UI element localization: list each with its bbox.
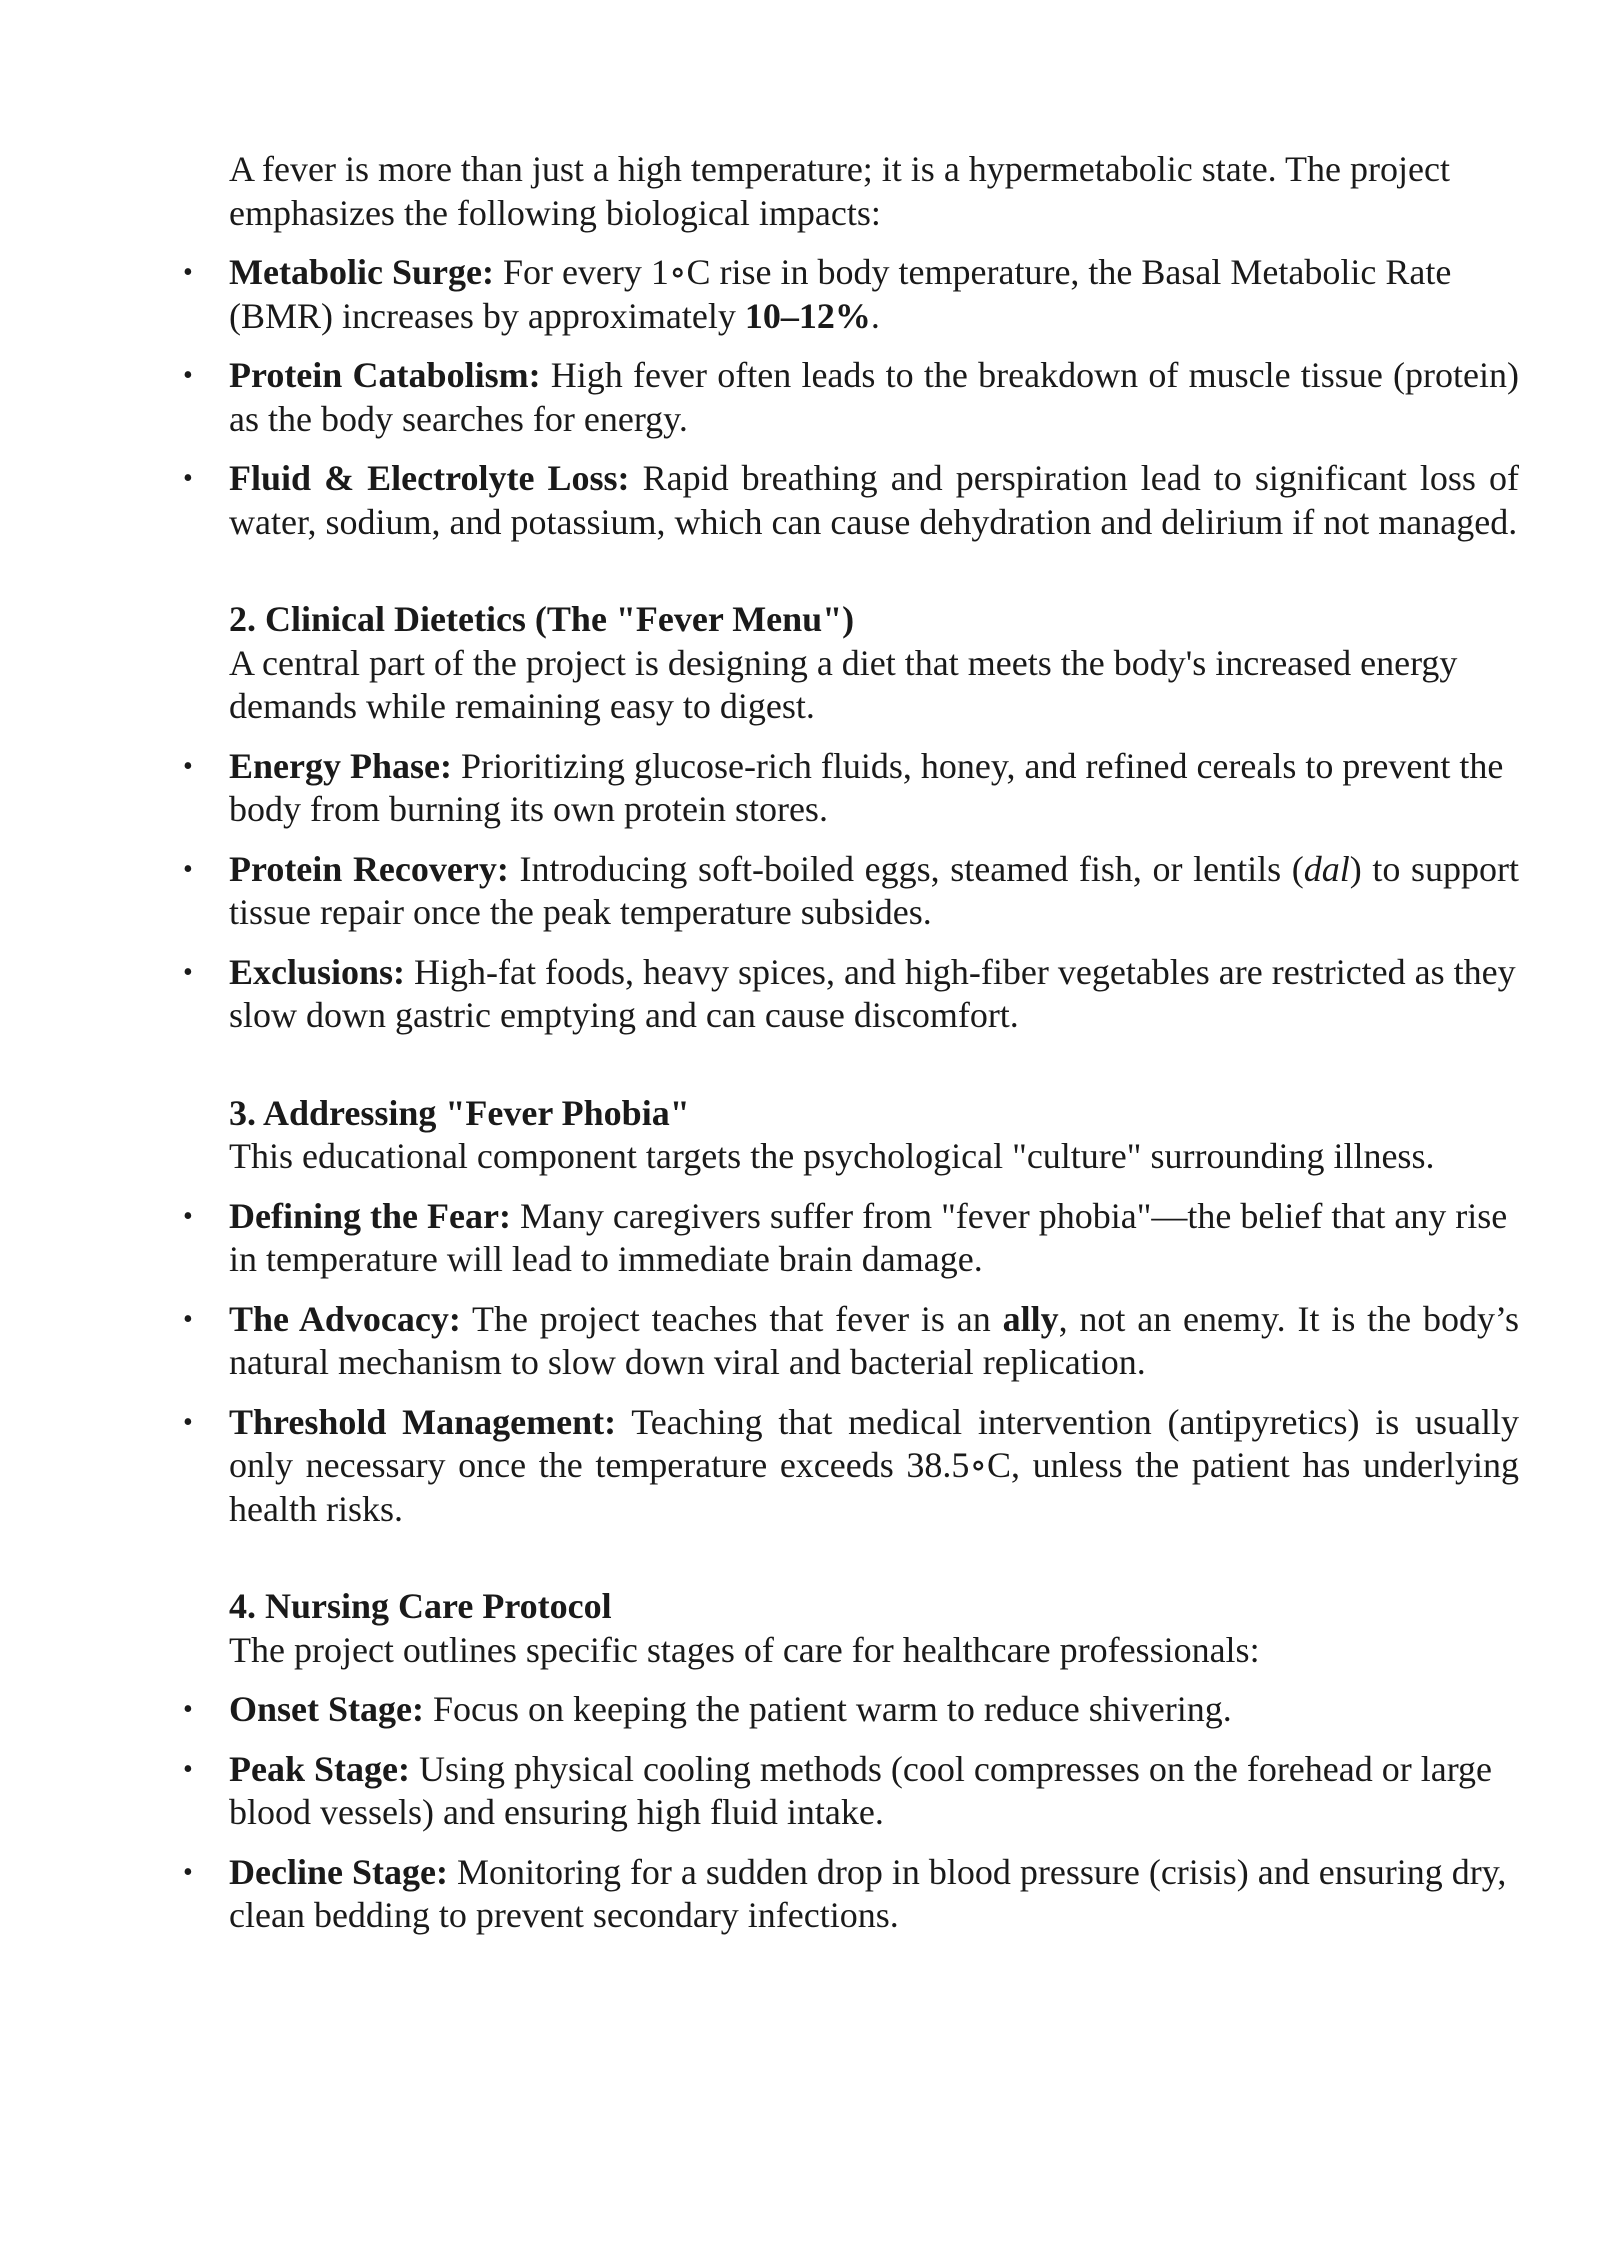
- item-text-end: ) to support tissue repair once the peak temperature subsides.: [229, 848, 1519, 932]
- list-item-defining-the-fear: [183, 1195, 1519, 1282]
- item-text: Monitoring for a sudden drop in blood pressure (crisis) and ensuring dry, clean bedding to prevent secondary infections.: [229, 1851, 1507, 1935]
- item-term: Defining the Fear:: [229, 1195, 511, 1236]
- bullet-icon: •: [183, 257, 193, 288]
- section3-heading: 3. Addressing "Fever Phobia": [229, 1092, 690, 1133]
- item-text: High fever often leads to the breakdown of muscle tissue (protein) as the body searches for energy.: [229, 355, 1519, 439]
- list-item-metabolic-surge: [183, 251, 1519, 338]
- item-term: The Advocacy:: [229, 1298, 461, 1339]
- item-text: Rapid breathing and perspiration lead to significant loss of water, sodium, and potassium, which can cause dehydration and delirium if not managed.: [229, 458, 1519, 542]
- list-item-protein-recovery: [183, 848, 1519, 935]
- item-term: Peak Stage:: [229, 1748, 410, 1789]
- bullet-icon: •: [183, 1694, 193, 1725]
- bullet-icon: •: [183, 956, 193, 988]
- section2-heading: 2. Clinical Dietetics (The "Fever Menu"): [229, 599, 855, 639]
- list-item-onset-stage: [183, 1688, 1519, 1732]
- item-text: The project teaches that fever is an: [460, 1298, 1003, 1339]
- item-term: Energy Phase:: [229, 745, 452, 786]
- section1-intro: A fever is more than just a high temperature; it is a hypermetabolic state. The project emphasizes the following biological impacts:: [229, 149, 1450, 233]
- item-term: Fluid & Electrolyte Loss:: [229, 458, 630, 498]
- bullet-icon: •: [183, 1406, 193, 1438]
- section1-list: [183, 251, 1519, 544]
- section2-list: [183, 745, 1519, 1038]
- item-term: Decline Stage:: [229, 1851, 448, 1892]
- section4-intro: The project outlines specific stages of care for healthcare professionals:: [229, 1629, 1260, 1670]
- item-text: Introducing soft-boiled eggs, steamed fish, or lentils (: [508, 848, 1304, 889]
- section3-list: [183, 1195, 1520, 1532]
- list-item-decline-stage: [183, 1851, 1519, 1938]
- item-text: Prioritizing glucose-rich fluids, honey, and refined cereals to prevent the body from burning its own protein stores.: [229, 745, 1504, 829]
- item-emphasis: ally: [1002, 1298, 1059, 1339]
- list-item-protein-catabolism: [183, 354, 1519, 441]
- section4-heading: 4. Nursing Care Protocol: [229, 1586, 612, 1626]
- item-text: Teaching that medical intervention (antipyretics) is usually only necessary once the temperature exceeds 38.5∘C, unless the patient has underlying health risks.: [229, 1401, 1520, 1529]
- bullet-icon: •: [183, 360, 193, 391]
- item-text: Using physical cooling methods (cool compresses on the forehead or large blood vessels) and ensuring high fluid intake.: [229, 1748, 1493, 1832]
- bullet-icon: •: [183, 1753, 193, 1785]
- bullet-icon: •: [183, 750, 193, 782]
- list-item-exclusions: [183, 951, 1519, 1038]
- list-item-fluid-electrolyte-loss: [183, 457, 1519, 544]
- item-text: Many caregivers suffer from "fever phobia"—the belief that any rise in temperature will lead to immediate brain damage.: [229, 1195, 1508, 1279]
- list-item-the-advocacy: [183, 1298, 1519, 1385]
- section2-intro: A central part of the project is designing a diet that meets the body's increased energy demands while remaining easy to digest.: [229, 642, 1458, 726]
- item-term: Onset Stage:: [229, 1689, 424, 1729]
- item-term: Metabolic Surge:: [229, 252, 494, 292]
- item-text: For every 1∘C rise in body temperature, the Basal Metabolic Rate (BMR) increases by approximately: [229, 252, 1452, 336]
- bullet-icon: •: [183, 1303, 193, 1335]
- item-text: Focus on keeping the patient warm to reduce shivering.: [423, 1689, 1232, 1729]
- bullet-icon: •: [183, 1856, 193, 1888]
- list-item-energy-phase: [183, 745, 1519, 832]
- bullet-icon: •: [183, 463, 193, 494]
- item-term: Protein Catabolism:: [229, 355, 541, 395]
- list-item-threshold-management: [183, 1401, 1520, 1532]
- section3-intro: This educational component targets the psychological "culture" surrounding illness.: [229, 1136, 1435, 1176]
- item-text: High-fat foods, heavy spices, and high-fiber vegetables are restricted as they slow down gastric emptying and can cause discomfort.: [229, 951, 1516, 1035]
- item-italic: dal: [1303, 848, 1350, 889]
- bullet-icon: •: [183, 853, 193, 885]
- item-term: Exclusions:: [229, 951, 406, 992]
- document-body: [183, 148, 1520, 1938]
- item-emphasis: 10–12%: [744, 295, 871, 336]
- bullet-icon: •: [183, 1200, 193, 1232]
- section4-list: [183, 1688, 1519, 1938]
- item-text-end: .: [870, 295, 880, 336]
- item-term: Protein Recovery:: [229, 848, 509, 889]
- item-term: Threshold Management:: [229, 1401, 617, 1442]
- list-item-peak-stage: [183, 1748, 1519, 1835]
- item-text-end: , not an enemy. It is the body’s natural mechanism to slow down viral and bacterial replication.: [229, 1298, 1519, 1382]
